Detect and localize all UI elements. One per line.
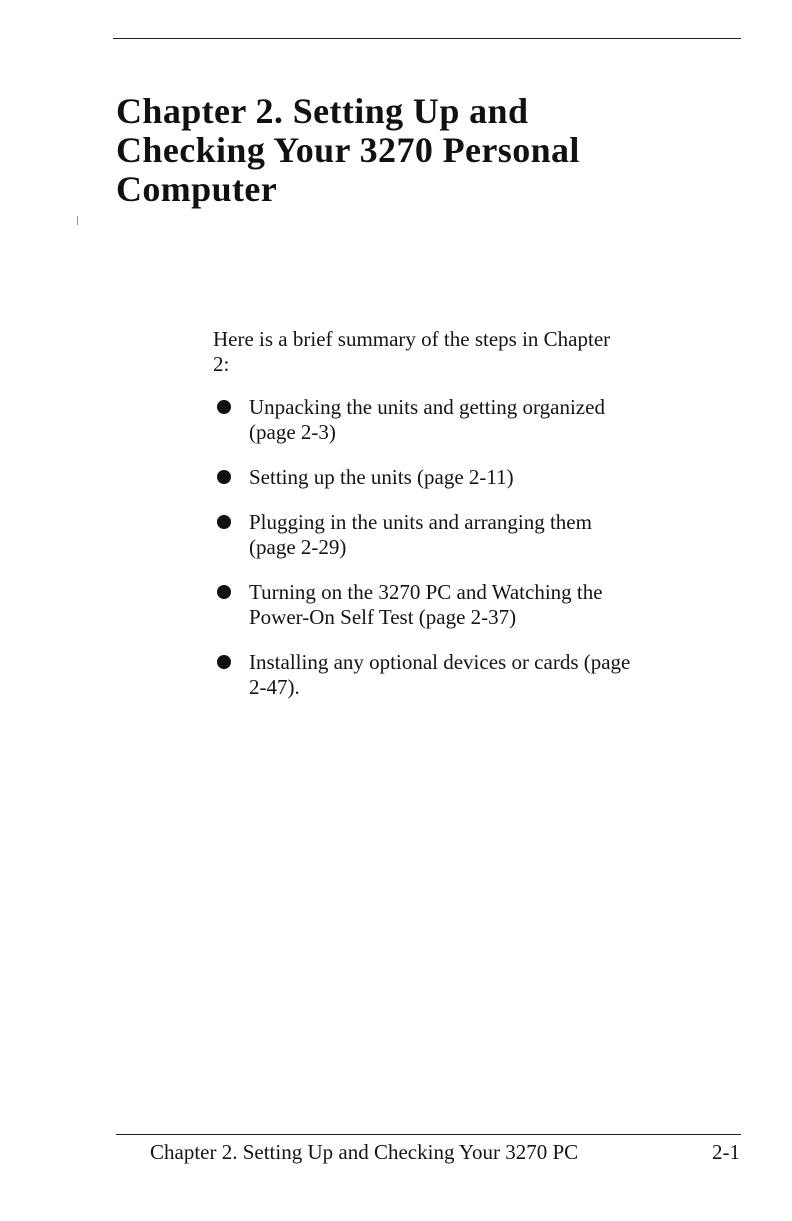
chapter-title-line: Chapter 2. Setting Up and bbox=[116, 91, 529, 131]
summary-intro-line: 2: bbox=[213, 352, 230, 376]
step-text bbox=[249, 580, 743, 630]
list-item bbox=[213, 580, 743, 630]
footer-rule bbox=[116, 1134, 741, 1135]
top-rule bbox=[113, 38, 741, 39]
step-text bbox=[249, 510, 743, 560]
step-text bbox=[249, 650, 743, 700]
bullet-icon bbox=[217, 585, 231, 599]
step-line: (page 2-3) bbox=[249, 420, 336, 444]
step-line: Unpacking the units and getting organized bbox=[249, 395, 605, 419]
step-line: Plugging in the units and arranging them bbox=[249, 510, 592, 534]
margin-mark bbox=[77, 216, 78, 225]
page-number: 2-1 bbox=[712, 1140, 740, 1164]
chapter-title bbox=[116, 92, 736, 209]
step-line: Installing any optional devices or cards (page bbox=[249, 650, 631, 674]
step-line: Power-On Self Test (page 2-37) bbox=[249, 605, 517, 629]
chapter-title-line: Checking Your 3270 Personal bbox=[116, 130, 580, 170]
step-line: (page 2-29) bbox=[249, 535, 347, 559]
chapter-title-line: Computer bbox=[116, 169, 278, 209]
step-text bbox=[249, 465, 743, 490]
step-line: Setting up the units (page 2-11) bbox=[249, 465, 514, 489]
summary-intro-line: Here is a brief summary of the steps in Chapter bbox=[213, 327, 611, 351]
list-item bbox=[213, 510, 743, 560]
list-item bbox=[213, 465, 743, 490]
summary-intro bbox=[213, 327, 723, 377]
chapter-summary bbox=[213, 327, 743, 720]
steps-list bbox=[213, 395, 743, 700]
bullet-icon bbox=[217, 470, 231, 484]
step-text bbox=[249, 395, 743, 445]
step-line: 2-47). bbox=[249, 675, 300, 699]
list-item bbox=[213, 395, 743, 445]
running-footer-title: Chapter 2. Setting Up and Checking Your 3270 PC bbox=[150, 1140, 579, 1164]
bullet-icon bbox=[217, 515, 231, 529]
bullet-icon bbox=[217, 400, 231, 414]
bullet-icon bbox=[217, 655, 231, 669]
step-line: Turning on the 3270 PC and Watching the bbox=[249, 580, 603, 604]
list-item bbox=[213, 650, 743, 700]
